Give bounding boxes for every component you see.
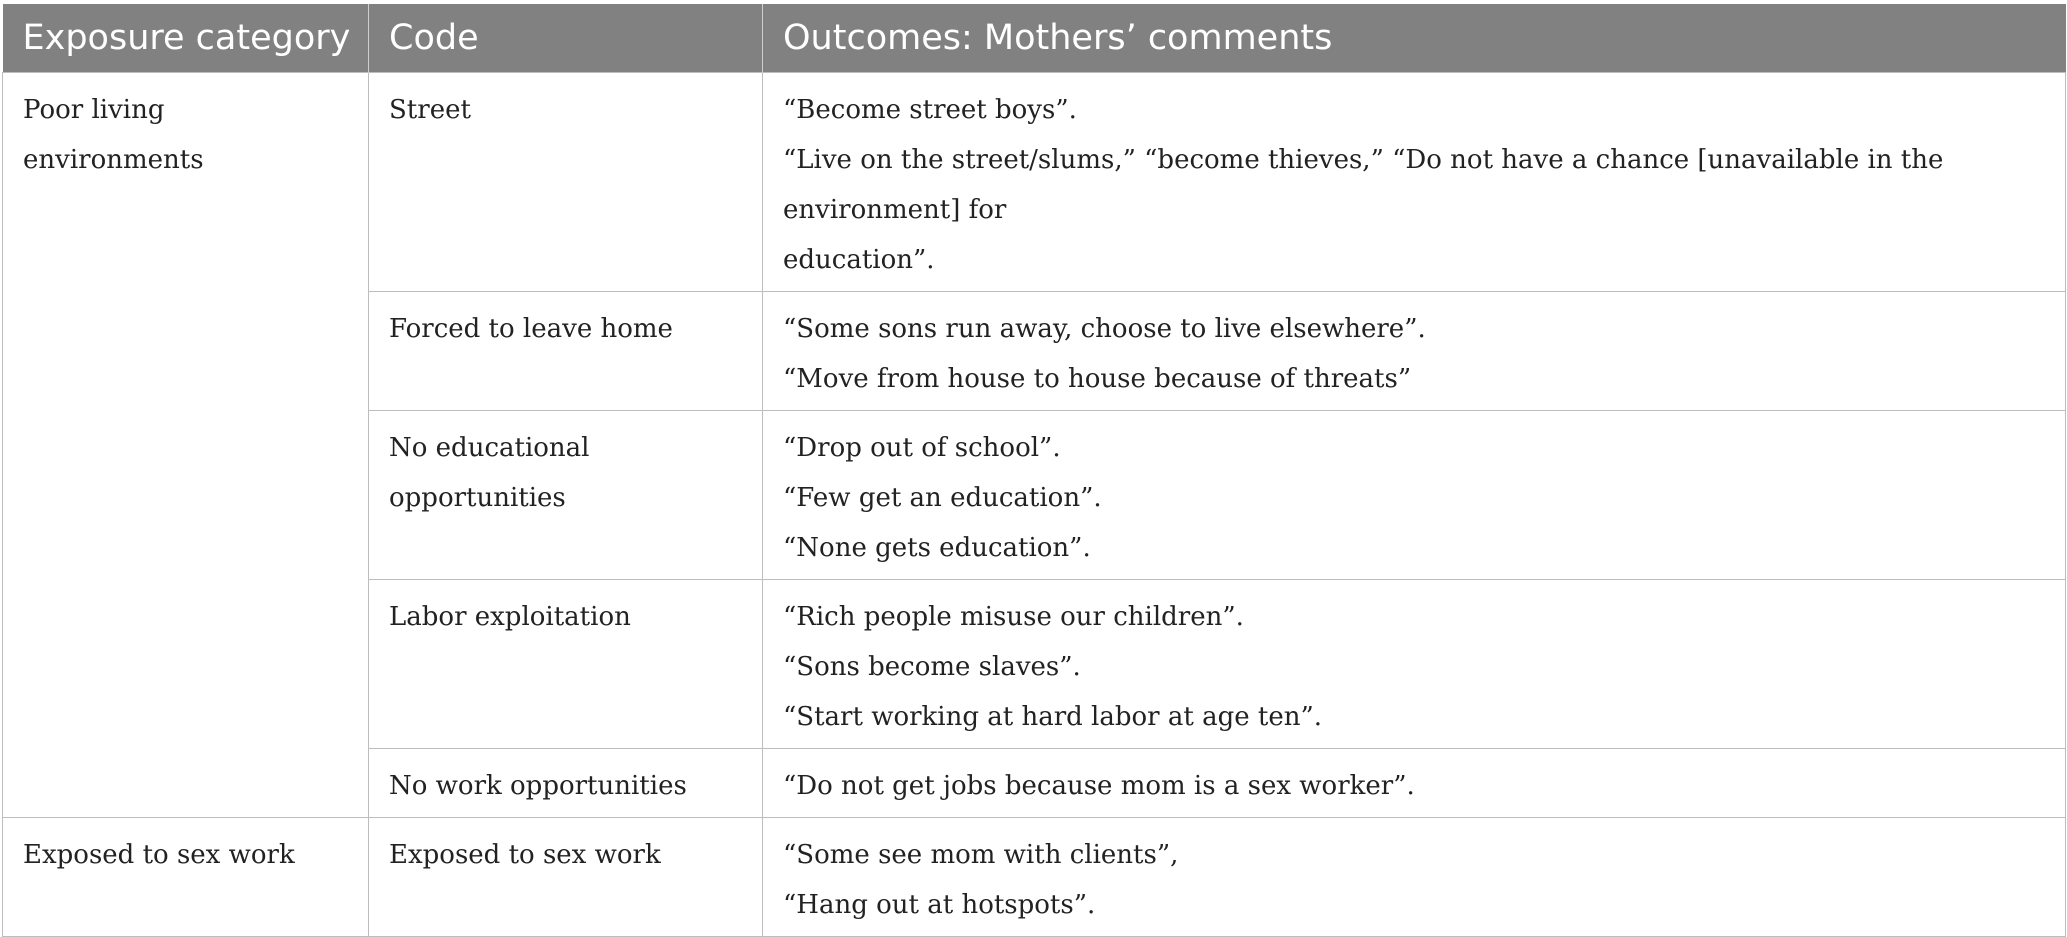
comments-cell [763, 580, 2066, 749]
comments-cell [763, 411, 2066, 580]
code-cell: Exposed to sex work [369, 818, 763, 937]
code-cell: Street [369, 73, 763, 292]
code-cell: Forced to leave home [369, 292, 763, 411]
comment-line: “Few get an education”. [783, 483, 1102, 513]
header-outcomes: Outcomes: Mothers’ comments [763, 4, 2066, 73]
category-cell: Poor living environments [3, 73, 369, 818]
code-cell: No work opportunities [369, 749, 763, 818]
code-cell: Labor exploitation [369, 580, 763, 749]
header-exposure-category: Exposure category [3, 4, 369, 73]
comment-line: “Sons become slaves”. [783, 652, 1081, 682]
comment-line: education”. [783, 245, 935, 275]
comment-line: “Some sons run away, choose to live elsewhere”. [783, 314, 1426, 344]
comment-line: “Rich people misuse our children”. [783, 602, 1244, 632]
comment-line: “Drop out of school”. [783, 433, 1061, 463]
comment-line: “None gets education”. [783, 533, 1091, 563]
comments-cell [763, 818, 2066, 937]
comments-cell [763, 749, 2066, 818]
comment-line: “Hang out at hotspots”. [783, 890, 1096, 920]
category-cell: Exposed to sex work [3, 818, 369, 937]
table-row [3, 818, 2066, 937]
comments-cell [763, 292, 2066, 411]
comment-line: “Live on the street/slums,” “become thieves,” “Do not have a chance [unavailable in the environment] for [783, 145, 1944, 225]
table-row [3, 73, 2066, 292]
header-code: Code [369, 4, 763, 73]
outcomes-table [2, 4, 2066, 937]
comments-cell [763, 73, 2066, 292]
comment-line: “Start working at hard labor at age ten”. [783, 702, 1323, 732]
comment-line: “Move from house to house because of threats” [783, 364, 1412, 394]
code-cell: No educational opportunities [369, 411, 763, 580]
comment-line: “Some see mom with clients”, [783, 840, 1179, 870]
comment-line: “Do not get jobs because mom is a sex worker”. [783, 771, 1415, 801]
comment-line: “Become street boys”. [783, 95, 1077, 125]
table-header-row [3, 4, 2066, 73]
